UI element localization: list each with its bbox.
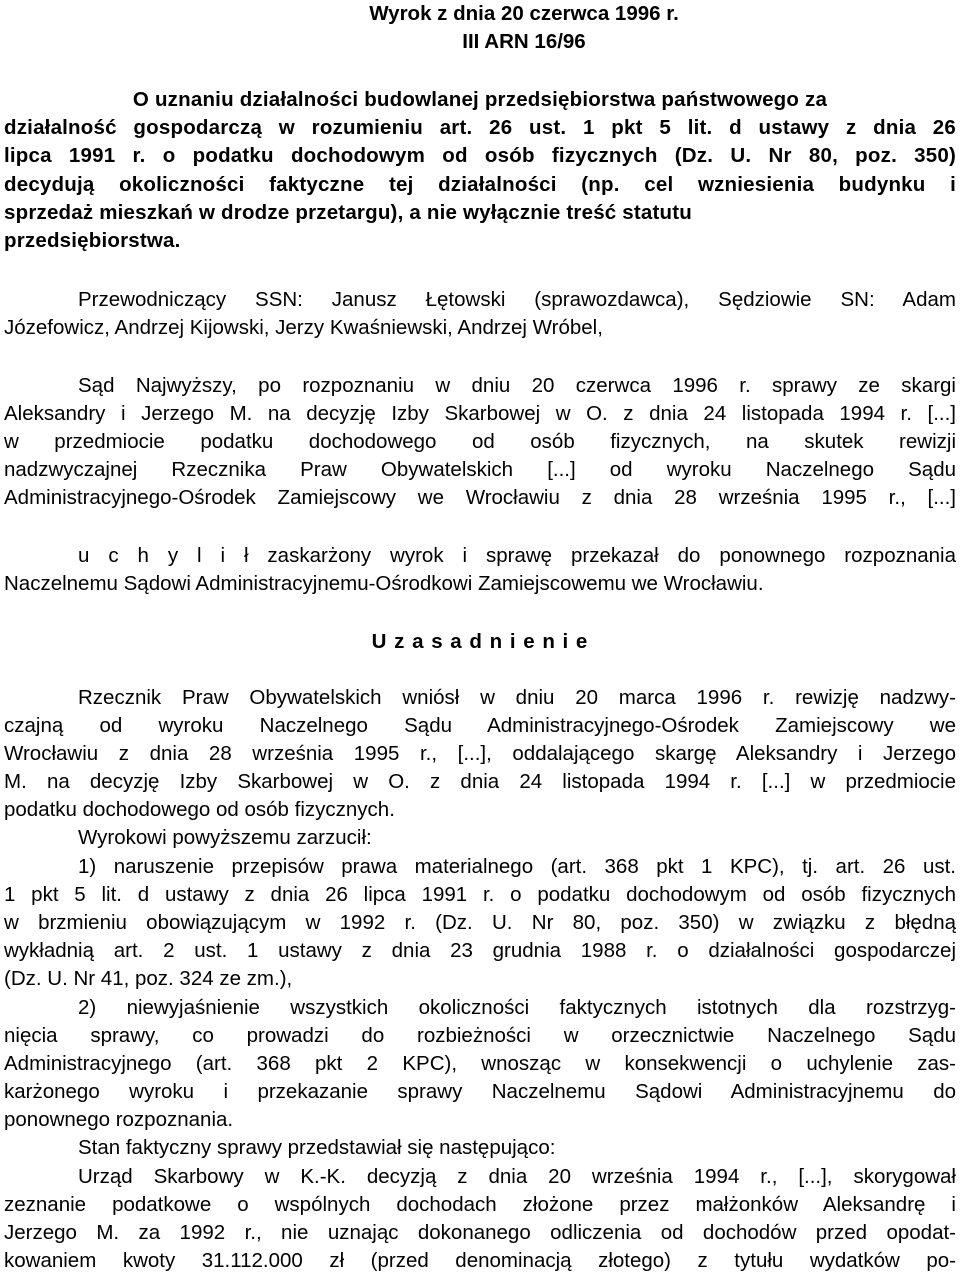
summary-line: działalność gospodarczą w rozumieniu art. 26 ust. 1 pkt 5 lit. d ustawy z dnia 26	[4, 116, 956, 139]
justification-line: 1) naruszenie przepisów prawa materialnego (art. 368 pkt 1 KPC), tj. art. 26 ust.	[78, 855, 956, 878]
ruling-line: u c h y l i ł zaskarżony wyrok i sprawę przekazał do ponownego rozpoznania	[78, 544, 956, 567]
justification-line: wykładnią art. 2 ust. 1 ustawy z dnia 23 grudnia 1988 r. o działalności gospodarczej	[4, 939, 956, 962]
intro-line: Aleksandry i Jerzego M. na decyzję Izby Skarbowej w O. z dnia 24 listopada 1994 r. [...]	[4, 402, 956, 425]
case-signature: III ARN 16/96	[462, 30, 586, 53]
justification-line: 2) niewyjaśnienie wszystkich okoliczności faktycznych istotnych dla rozstrzyg-	[78, 996, 956, 1019]
intro-line: Administracyjnego-Ośrodek Zamiejscowy we Wrocławiu z dnia 28 września 1995 r., [...]	[4, 486, 956, 509]
justification-line: kowaniem kwoty 31.112.000 zł (przed denominacją złotego) z tytułu wydatków po-	[4, 1249, 956, 1272]
justification-line: Stan faktyczny sprawy przedstawiał się następująco:	[78, 1136, 556, 1159]
summary-line: decydują okoliczności faktyczne tej działalności (np. cel wzniesienia budynku i	[4, 173, 956, 196]
justification-line: zeznanie podatkowe o wspólnych dochodach złożone przez małżonków Aleksandrę i	[4, 1193, 956, 1216]
summary-line: O uznaniu działalności budowlanej przedsiębiorstwa państwowego za	[132, 88, 828, 111]
justification-line: 1 pkt 5 lit. d ustawy z dnia 26 lipca 1991 r. o podatku dochodowym od osób fizycznych	[4, 883, 956, 906]
ruling-line: Naczelnemu Sądowi Administracyjnemu-Ośrodkowi Zamiejscowemu we Wrocławiu.	[4, 572, 764, 595]
justification-line: Administracyjnego (art. 368 pkt 2 KPC), wnosząc w konsekwencji o uchylenie zas-	[4, 1052, 956, 1075]
justification-line: w brzmieniu obowiązującym w 1992 r. (Dz. U. Nr 80, poz. 350) w związku z błędną	[4, 911, 956, 934]
summary-line: lipca 1991 r. o podatku dochodowym od osób fizycznych (Dz. U. Nr 80, poz. 350)	[4, 144, 956, 167]
intro-line: w przedmiocie podatku dochodowego od osób fizycznych, na skutek rewizji	[4, 430, 956, 453]
justification-line: Wrocławiu z dnia 28 września 1995 r., [...], oddalającego skargę Aleksandry i Jerzego	[4, 742, 956, 765]
document-title: Wyrok z dnia 20 czerwca 1996 r.	[369, 2, 679, 25]
justification-line: ponownego rozpoznania.	[4, 1108, 234, 1131]
summary-line: przedsiębiorstwa.	[4, 229, 181, 252]
intro-line: Sąd Najwyższy, po rozpoznaniu w dniu 20 czerwca 1996 r. sprawy ze skargi	[78, 374, 956, 397]
justification-line: (Dz. U. Nr 41, poz. 324 ze zm.),	[4, 967, 293, 990]
justification-line: Jerzego M. za 1992 r., nie uznając dokonanego odliczenia od dochodów przed opodat-	[4, 1221, 956, 1244]
justification-heading: U z a s a d n i e n i e	[371, 630, 589, 653]
justification-line: nięcia sprawy, co prowadzi do rozbieżności w orzecznictwie Naczelnego Sądu	[4, 1024, 956, 1047]
intro-line: nadzwyczajnej Rzecznika Praw Obywatelskich [...] od wyroku Naczelnego Sądu	[4, 458, 956, 481]
summary-line: sprzedaż mieszkań w drodze przetargu), a nie wyłącznie treść statutu	[4, 201, 693, 224]
composition-line: Józefowicz, Andrzej Kijowski, Jerzy Kwaśniewski, Andrzej Wróbel,	[4, 316, 603, 339]
justification-line: czajną od wyroku Naczelnego Sądu Administracyjnego-Ośrodek Zamiejscowy we	[4, 714, 956, 737]
justification-line: Urząd Skarbowy w K.-K. decyzją z dnia 20 września 1994 r., [...], skorygował	[78, 1165, 956, 1188]
justification-line: Rzecznik Praw Obywatelskich wniósł w dniu 20 marca 1996 r. rewizję nadzwy-	[78, 686, 956, 709]
justification-line: M. na decyzję Izby Skarbowej w O. z dnia 24 listopada 1994 r. [...] w przedmiocie	[4, 770, 956, 793]
justification-line: podatku dochodowego od osób fizycznych.	[4, 798, 395, 821]
composition-line: Przewodniczący SSN: Janusz Łętowski (sprawozdawca), Sędziowie SN: Adam	[78, 288, 956, 311]
justification-line: karżonego wyroku i przekazanie sprawy Naczelnemu Sądowi Administracyjnemu do	[4, 1080, 956, 1103]
justification-line: Wyrokowi powyższemu zarzucił:	[78, 826, 372, 849]
